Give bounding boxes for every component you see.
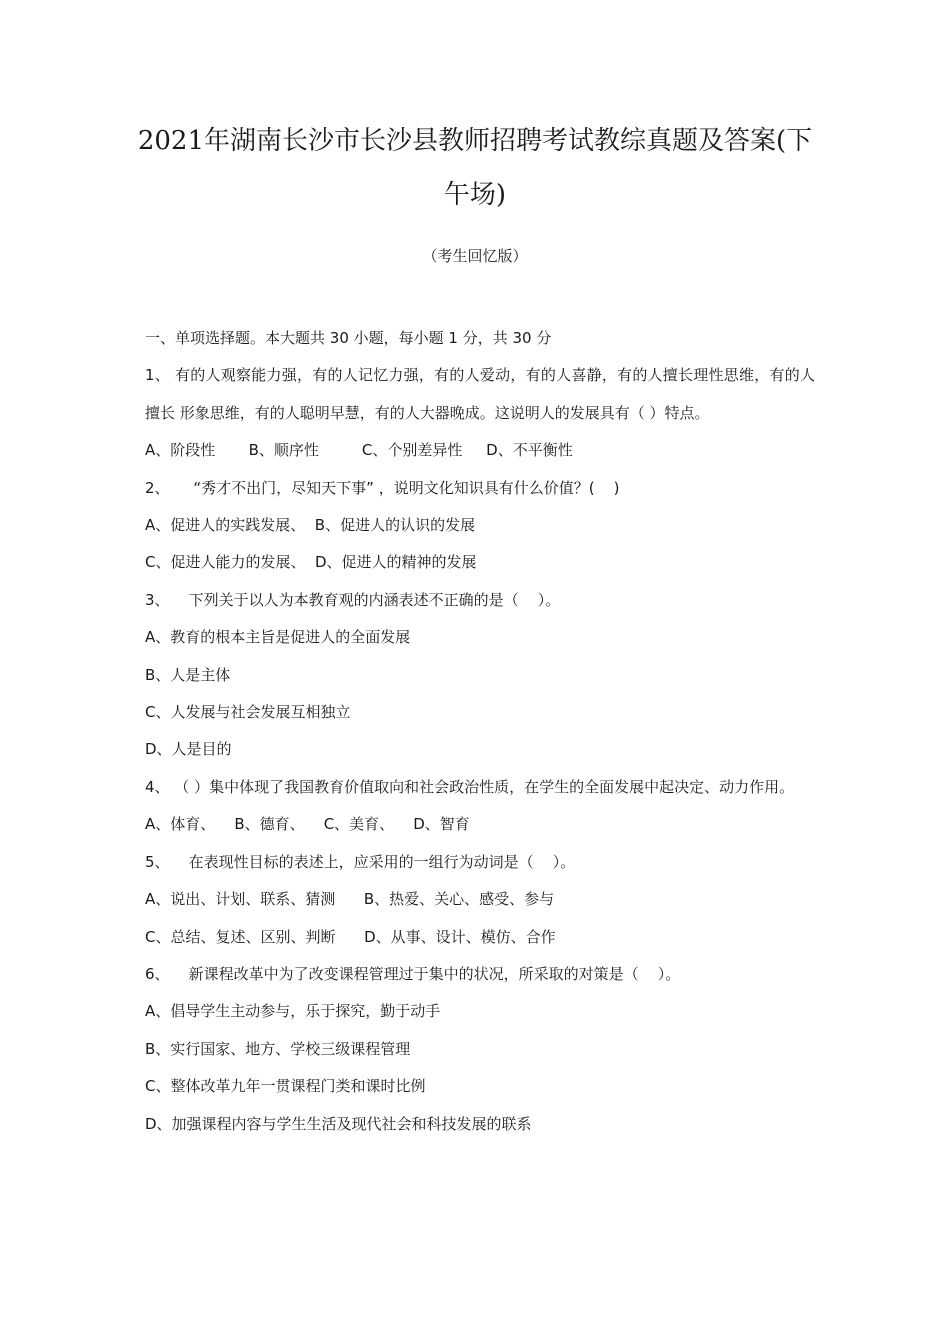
question-5-options-cd: C、总结、复述、区别、判断 D、从事、设计、模仿、合作: [145, 927, 556, 946]
question-5-options-ab: A、说出、计划、联系、猜测 B、热爱、关心、感受、参与: [145, 890, 555, 909]
question-6-option-c: C、整体改革九年一贯课程门类和课时比例: [145, 1077, 426, 1096]
question-6-option-a: A、倡导学生主动参与，乐于探究，勤于动手: [145, 1002, 441, 1021]
question-3-option-c: C、人发展与社会发展互相独立: [145, 703, 351, 722]
question-2-stem: 2、 “秀才不出门，尽知天下事” ，说明文化知识具有什么价值？( ): [145, 478, 620, 497]
question-6-stem: 6、 新课程改革中为了改变课程管理过于集中的状况，所采取的对策是（ ）。: [145, 964, 681, 983]
question-3-stem: 3、 下列关于以人为本教育观的内涵表述不正确的是（ ）。: [145, 590, 561, 609]
question-3-option-b: B、人是主体: [145, 665, 231, 684]
document-title: [120, 114, 830, 222]
title-line-1: 2021年湖南长沙市长沙县教师招聘考试教综真题及答案(下: [137, 126, 813, 156]
question-6-option-b: B、实行国家、地方、学校三级课程管理: [145, 1039, 411, 1058]
section-heading: 一、单项选择题。本大题共 30 小题，每小题 1 分，共 30 分: [145, 329, 552, 347]
question-2-options-cd: C、促进人能力的发展、 D、促进人的精神的发展: [145, 553, 477, 572]
question-3-option-d: D、人是目的: [145, 740, 232, 759]
title-line-2: 午场): [443, 180, 507, 210]
question-6-option-d: D、加强课程内容与学生生活及现代社会和科技发展的联系: [145, 1114, 532, 1133]
question-4-options: A、体育、 B、德育、 C、美育、 D、智育: [145, 815, 470, 834]
document-subtitle: （考生回忆版）: [422, 247, 528, 265]
question-4-stem: 4、 （ ）集中体现了我国教育价值取向和社会政治性质，在学生的全面发展中起决定、动力作用。: [145, 777, 795, 796]
question-3-option-a: A、教育的根本主旨是促进人的全面发展: [145, 628, 411, 647]
question-1-stem: 1、 有的人观察能力强，有的人记忆力强，有的人爱动，有的人喜静，有的人擅长理性思维，有的人擅长 形象思维，有的人聪明早慧，有的人大器晚成。这说明人的发展具有（ ）特点。: [145, 366, 815, 422]
question-1-options: A、阶段性 B、顺序性 C、个别差异性 D、不平衡性: [145, 441, 573, 460]
question-5-stem: 5、 在表现性目标的表述上，应采用的一组行为动词是（ ）。: [145, 852, 576, 871]
question-2-options-ab: A、促进人的实践发展、 B、促进人的认识的发展: [145, 516, 476, 535]
document-body: [145, 320, 815, 1143]
